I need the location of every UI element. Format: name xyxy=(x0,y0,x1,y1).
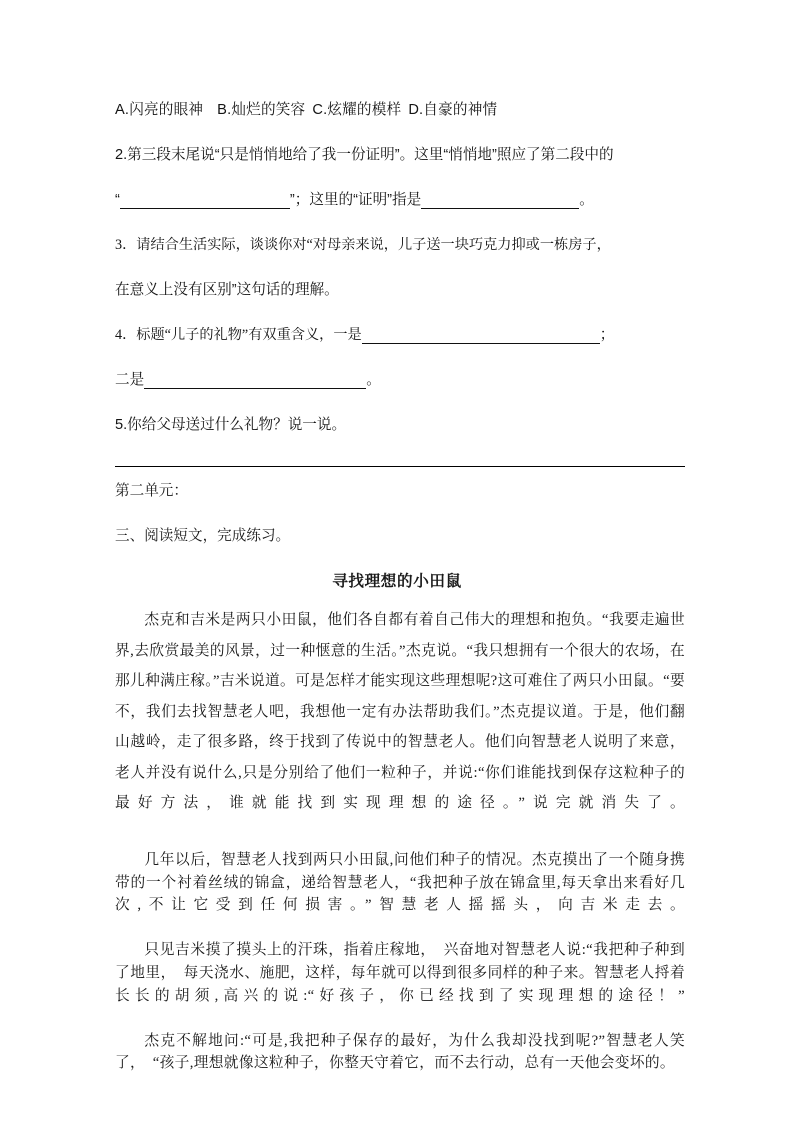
article-paragraph: 杰克和吉米是两只小田鼠，他们各自都有着自己伟大的理想和抱负。“我要走遍世界,去欣赏最美的风景，过一种惬意的生活。”杰克说。“我只想拥有一个很大的农场，在那儿种满庄稼。”吉米说道。可是怎样才能实现这些理想呢?这可难住了两只小田鼠。“要不，我们去找智慧老人吧，我想他一定有办法帮助我们。”杰克提议道。于是，他们翻山越岭，走了很多路，终于找到了传说中的智慧老人。他们向智慧老人说明了来意，老人并没有说什么,只是分别给了他们一粒种子，并说:“你们谁能找到保存这粒种子的最好方法，谁就能找到实现理想的途径。”说完就消失了。 xyxy=(115,612,685,811)
section-heading-label: 三、阅读短文，完成练习。 xyxy=(115,528,291,544)
article-paragraph: 几年以后，智慧老人找到两只小田鼠,问他们种子的情况。杰克摸出了一个随身携带的一个衬着丝绒的锦盒，递给智慧老人，“我把种子放在锦盒里,每天拿出来看好几次,不让它受到任何损害。”智慧老人摇摇头，向吉米走去。 xyxy=(115,852,685,914)
question-1-options-row xyxy=(115,88,685,133)
article-title: 寻找理想的小田鼠 xyxy=(332,573,462,590)
quote-open: “ xyxy=(115,192,120,209)
period-mark: 。 xyxy=(366,372,381,389)
article-body xyxy=(115,605,685,1075)
answer-blank-q4-a[interactable] xyxy=(362,328,600,344)
section-heading xyxy=(115,512,685,557)
question-2-line-2 xyxy=(115,178,685,223)
question-3-text-part-1: 3．请结合生活实际，谈谈你对“对母亲来说，儿子送一块巧克力抑或一栋房子， xyxy=(115,237,611,254)
question-2-middle-text: ”；这里的“证明”指是 xyxy=(289,192,422,209)
question-2-line-1 xyxy=(115,133,685,178)
questions-section xyxy=(115,88,685,448)
question-4-text-part-1: 4．标题“儿子的礼物”有双重含义，一是 xyxy=(115,327,362,344)
option-a: A.闪亮的眼神 xyxy=(115,102,204,119)
question-4-text-part-2: 二是 xyxy=(115,372,145,389)
option-d: D.自豪的神情 xyxy=(408,102,498,119)
answer-blank-q2-b[interactable] xyxy=(421,193,579,209)
question-3-line-1 xyxy=(115,223,685,268)
question-3-text-part-2: 在意义上没有区别”这句话的理解。 xyxy=(115,282,339,299)
article-paragraph: 杰克不解地问:“可是,我把种子保存的最好，为什么我却没找到呢?”智慧老人笑了， “孩子,理想就像这粒种子，你整天守着它，而不去行动，总有一天他会变坏的。 xyxy=(115,1032,685,1072)
question-3-line-2 xyxy=(115,268,685,313)
option-b: B.灿烂的笑容 xyxy=(217,102,306,119)
question-4-line-2 xyxy=(115,358,685,403)
question-5-line xyxy=(115,403,685,448)
answer-blank-q4-b[interactable] xyxy=(144,373,366,389)
question-5-text: 5.你给父母送过什么礼物？说一说。 xyxy=(115,417,347,434)
unit-heading xyxy=(115,467,685,512)
option-c: C.炫耀的模样 xyxy=(312,102,402,119)
semicolon-mark: ； xyxy=(599,327,615,344)
article-paragraph: 只见吉米摸了摸头上的汗珠，指着庄稼地， 兴奋地对智慧老人说:“我把种子种到了地里， 每天浇水、施肥，这样，每年就可以得到很多同样的种子来。智慧老人捋着长长的胡须,高兴的说:“好孩子，你已经找到了实现理想的途径！” xyxy=(115,942,685,1004)
period-mark: 。 xyxy=(579,192,594,209)
question-4-line-1 xyxy=(115,313,685,358)
question-2-text: 2.第三段末尾说“只是悄悄地给了我一份证明”。这里“悄悄地”照应了第二段中的 xyxy=(115,147,614,164)
unit-heading-label: 第二单元： xyxy=(115,483,188,499)
answer-blank-q2-a[interactable] xyxy=(120,193,290,209)
